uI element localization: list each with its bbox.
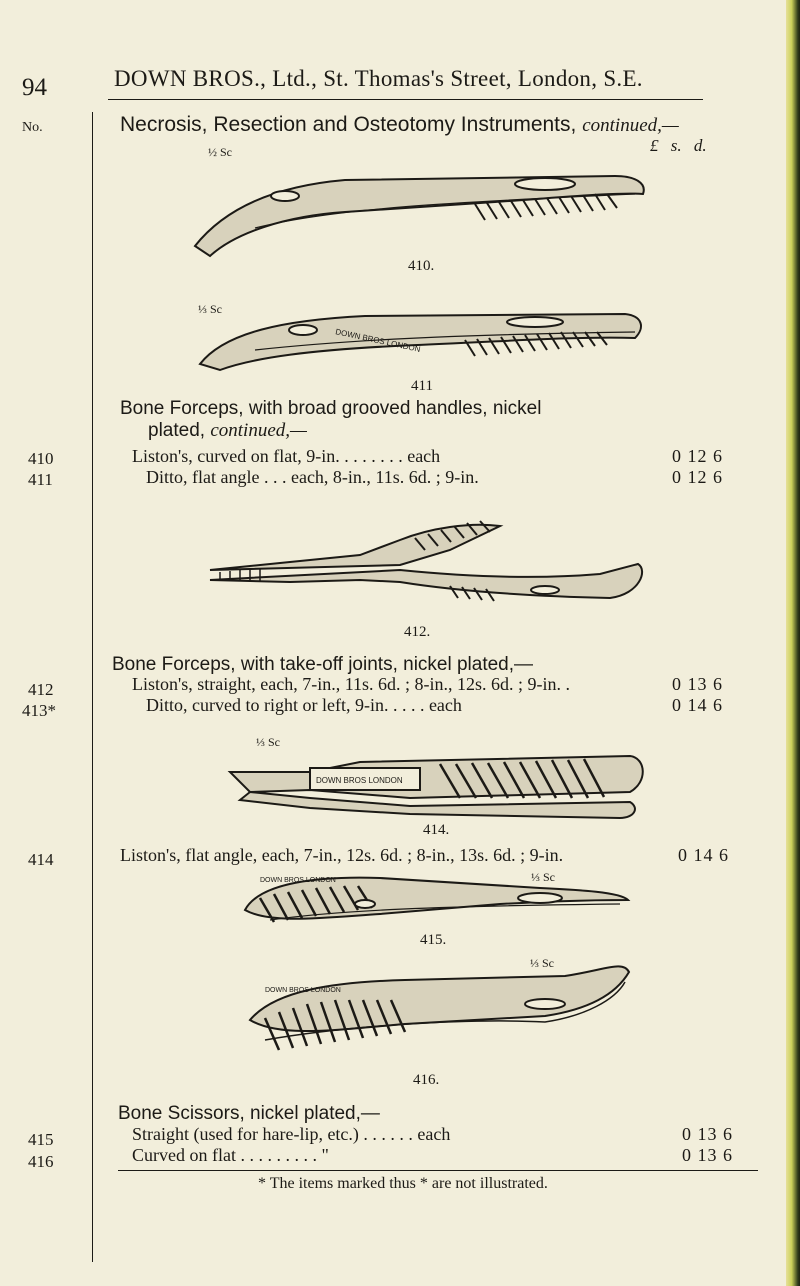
instrument-illustration-410 [195, 158, 655, 258]
item-price: 0 14 6 [672, 695, 723, 715]
item-description: Curved on flat . . . . . . . . . " [132, 1145, 329, 1165]
group-heading-bone-forceps-grooved: Bone Forceps, with broad grooved handles, nickel [120, 398, 542, 419]
page-number: 94 [22, 74, 47, 101]
figure-caption-415: 415. [420, 932, 447, 948]
currency-header: £ s. d. [650, 136, 707, 155]
running-title-text: DOWN BROS., Ltd., St. Thomas's Street, London, S.E. [114, 66, 643, 91]
item-price: 0 12 6 [672, 467, 723, 487]
header-rule [108, 99, 703, 100]
item-description: Liston's, straight, each, 7-in., 11s. 6d. ; 8-in., 12s. 6d. ; 9-in. . [132, 674, 571, 694]
group-heading-line2 [148, 420, 307, 442]
no-column-label: No. [22, 120, 43, 135]
item-number: 414 [28, 850, 54, 869]
footnote-rule [118, 1170, 758, 1171]
item-number: 410 [28, 449, 54, 468]
group-heading-line2-text: plated, [148, 420, 206, 441]
stamp-411: DOWN BROS LONDON [334, 327, 422, 354]
stamp-415: DOWN BROS LONDON [260, 877, 336, 884]
item-description: Liston's, flat angle, each, 7-in., 12s. 6d. ; 8-in., 13s. 6d. ; 9-in. [120, 845, 564, 865]
item-price: 0 13 6 [682, 1124, 733, 1144]
scale-label-410: ½ Sc [208, 145, 232, 159]
instrument-illustration-416 [245, 960, 635, 1070]
item-number: 413* [22, 701, 56, 720]
item-number: 411 [28, 470, 53, 489]
item-number: 412 [28, 680, 54, 699]
figure-caption-412: 412. [404, 624, 431, 640]
section-title-text: Necrosis, Resection and Osteotomy Instruments, [120, 113, 577, 136]
item-description: Ditto, curved to right or left, 9-in. . . . . each [146, 695, 462, 715]
section-title [120, 113, 679, 137]
item-description: Straight (used for hare-lip, etc.) . . . . . . each [132, 1124, 451, 1144]
item-price: 0 12 6 [672, 446, 723, 466]
group-heading-suffix: continued,— [210, 420, 307, 441]
footnote: * The items marked thus * are not illustrated. [258, 1175, 548, 1192]
stamp-414: DOWN BROS LONDON [316, 776, 403, 785]
group-heading-bone-forceps-take-off: Bone Forceps, with take-off joints, nickel plated,— [112, 654, 534, 675]
item-price: 0 13 6 [682, 1145, 733, 1165]
running-title [114, 66, 643, 92]
item-description: Ditto, flat angle . . . each, 8-in., 11s. 6d. ; 9-in. [146, 467, 479, 487]
item-price: 0 13 6 [672, 674, 723, 694]
scale-label-415: ⅓ Sc [531, 870, 555, 884]
group-heading-bone-scissors: Bone Scissors, nickel plated,— [118, 1103, 380, 1124]
scale-label-411: ⅓ Sc [198, 302, 222, 316]
stamp-416: DOWN BROS LONDON [265, 987, 341, 994]
item-number: 415 [28, 1130, 54, 1149]
scale-label-414: ⅓ Sc [256, 735, 280, 749]
figure-caption-411: 411 [411, 378, 433, 394]
page-edge [786, 0, 800, 1286]
item-number: 416 [28, 1152, 54, 1171]
instrument-illustration-414 [230, 742, 650, 820]
item-description: Liston's, curved on flat, 9-in. . . . . . . . each [132, 446, 441, 466]
scale-label-416: ⅓ Sc [530, 956, 554, 970]
instrument-illustration-415 [240, 870, 630, 930]
figure-caption-416: 416. [413, 1072, 440, 1088]
section-title-suffix: continued,— [582, 115, 679, 136]
figure-caption-414: 414. [423, 822, 450, 838]
instrument-illustration-411 [195, 302, 655, 372]
instrument-illustration-412 [200, 510, 650, 620]
item-price: 0 14 6 [678, 845, 729, 865]
left-column-rule [92, 112, 93, 1262]
figure-caption-410: 410. [408, 258, 435, 274]
